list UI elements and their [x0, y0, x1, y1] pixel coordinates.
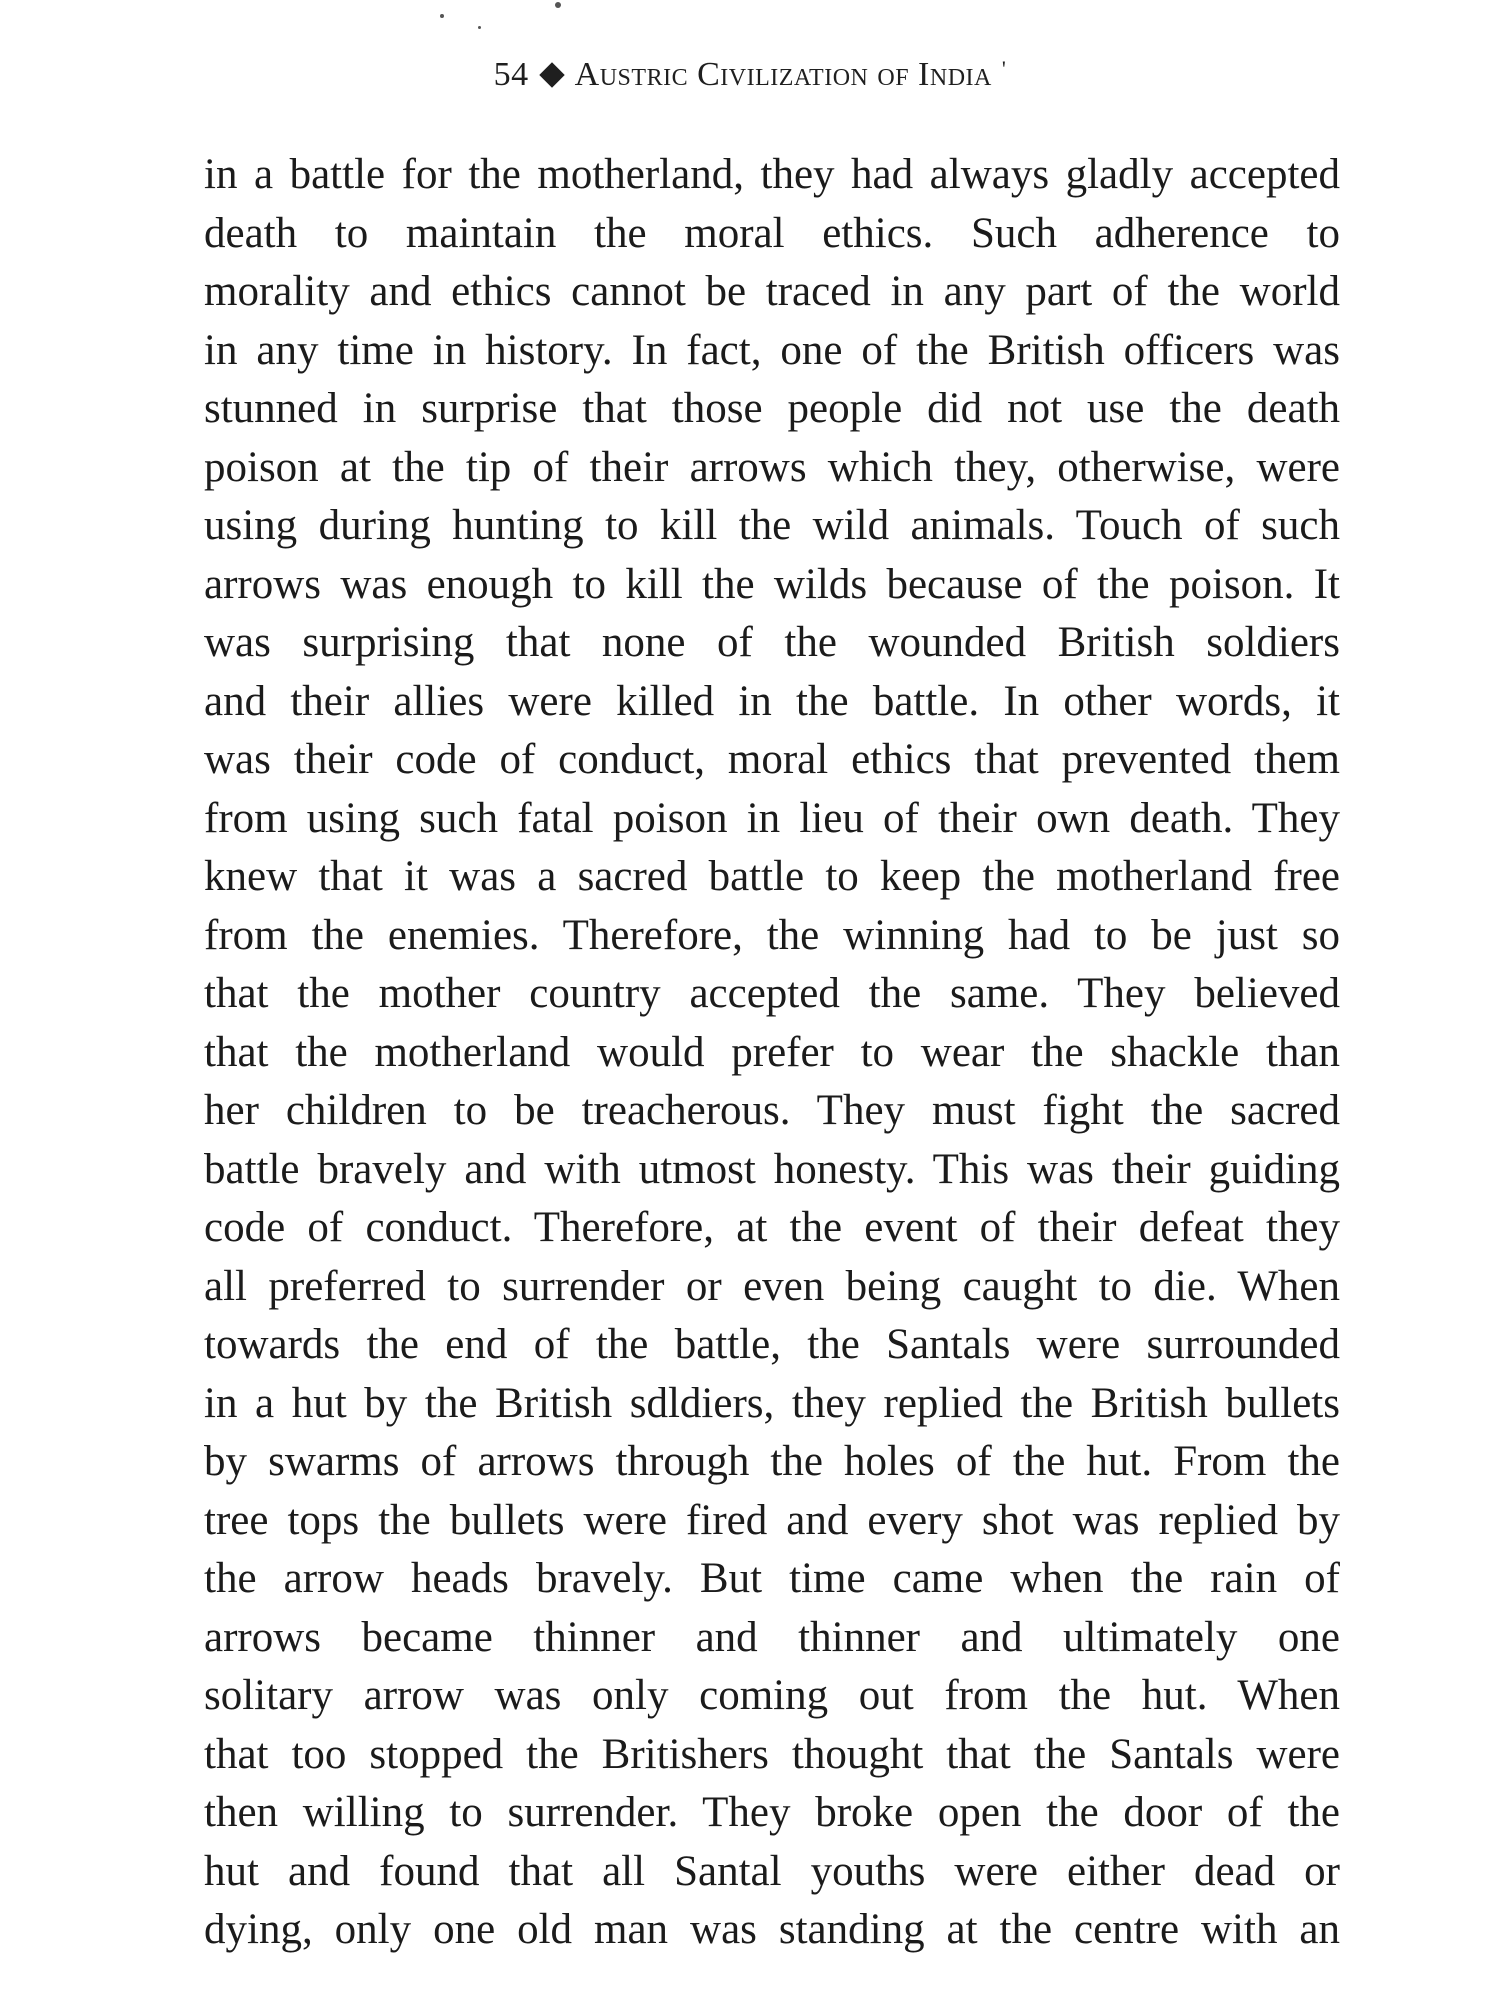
text-line: her children to be treacherous. They must fight the sacred	[204, 1087, 1340, 1134]
text-line: from the enemies. Therefore, the winning had to be just so	[204, 911, 1340, 959]
text-line: was their code of conduct, moral ethics that prevented them	[204, 736, 1340, 783]
text-line: that the motherland would prefer to wear the shackle than	[204, 1028, 1340, 1076]
text-line: and their allies were killed in the battle. In other words, it	[204, 677, 1340, 725]
scan-speck	[555, 2, 561, 8]
text-line: death to maintain the moral ethics. Such adherence to	[204, 209, 1340, 257]
text-line: arrows became thinner and thinner and ultimately one	[204, 1613, 1340, 1661]
book-title: Austric Civilization of India	[574, 56, 992, 93]
body-text	[204, 146, 1340, 1960]
text-line: poison at the tip of their arrows which they, otherwise, were	[204, 443, 1340, 491]
text-line: code of conduct. Therefore, at the event of their defeat they	[204, 1204, 1340, 1251]
text-line: the arrow heads bravely. But time came when the rain of	[204, 1555, 1340, 1602]
text-line: dying, only one old man was standing at the centre with an	[204, 1906, 1340, 1953]
scan-speck	[440, 14, 444, 18]
running-head	[0, 56, 1500, 116]
text-line: was surprising that none of the wounded British soldiers	[204, 619, 1340, 666]
text-line: all preferred to surrender or even being caught to die. When	[204, 1262, 1340, 1310]
text-line: in a hut by the British sdldiers, they replied the British bullets	[204, 1379, 1340, 1427]
text-line: tree tops the bullets were fired and every shot was replied by	[204, 1496, 1340, 1544]
text-line: that the mother country accepted the same. They believed	[204, 970, 1340, 1017]
diamond-icon	[539, 63, 564, 88]
text-line: solitary arrow was only coming out from the hut. When	[204, 1672, 1340, 1719]
scan-speck	[478, 26, 481, 29]
text-line: that too stopped the Britishers thought that the Santals were	[204, 1730, 1340, 1778]
text-line: from using such fatal poison in lieu of their own death. They	[204, 794, 1340, 842]
text-line: in a battle for the motherland, they had always gladly accepted	[204, 151, 1340, 198]
text-line: stunned in surprise that those people did not use the death	[204, 385, 1340, 432]
text-line: by swarms of arrows through the holes of the hut. From the	[204, 1438, 1340, 1485]
tick-mark: '	[1001, 56, 1007, 81]
text-line: then willing to surrender. They broke open the door of the	[204, 1789, 1340, 1836]
text-line: knew that it was a sacred battle to keep the motherland free	[204, 853, 1340, 900]
text-line: in any time in history. In fact, one of the British officers was	[204, 326, 1340, 374]
text-line: using during hunting to kill the wild animals. Touch of such	[204, 502, 1340, 549]
text-line: arrows was enough to kill the wilds because of the poison. It	[204, 560, 1340, 608]
page-number: 54	[493, 56, 529, 93]
text-line: battle bravely and with utmost honesty. This was their guiding	[204, 1145, 1340, 1193]
text-line: hut and found that all Santal youths were either dead or	[204, 1847, 1340, 1895]
text-line: morality and ethics cannot be traced in any part of the world	[204, 268, 1340, 315]
text-line: towards the end of the battle, the Santals were surrounded	[204, 1321, 1340, 1368]
